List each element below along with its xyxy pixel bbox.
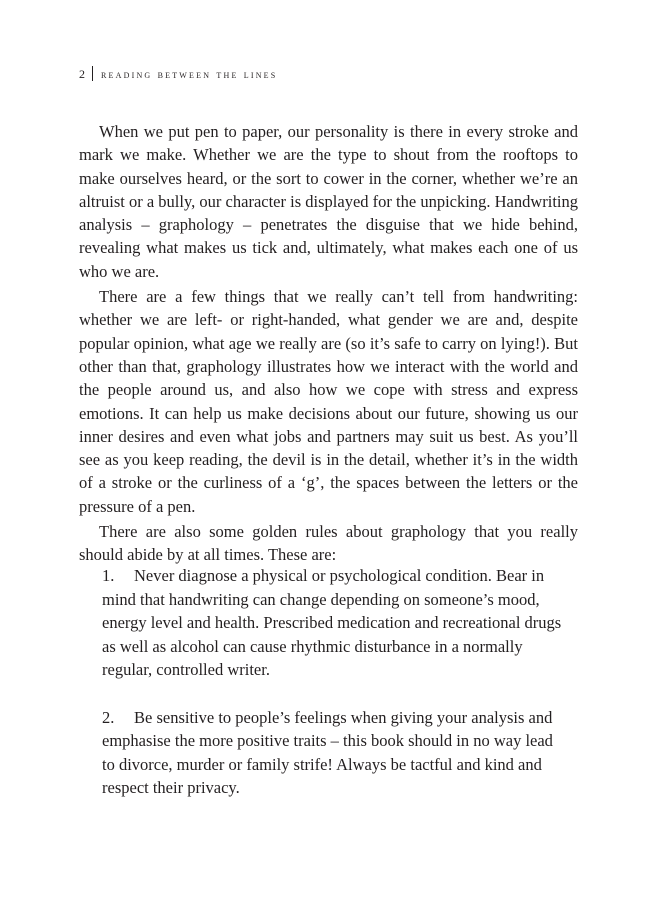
paragraph-golden-rules: There are also some golden rules about graphology that you really should abide by at all times. These are: bbox=[79, 522, 578, 565]
running-head bbox=[79, 66, 277, 82]
rule-number: 1. bbox=[102, 566, 115, 585]
paragraph-limits: There are a few things that we really can’t tell from handwriting: whether we are left- or right-handed, what gender we are and, despite popular opinion, what age we really are (so it’s safe to carry on lying!). But other than that, graphology illustrates how we interact with the world and the people around us, and also how we cope with stress and express emotions. It can help us make decisions about our future, showing us our inner desires and even what jobs and partners may suit us best. As you’ll see as you keep reading, the devil is in the detail, whether it’s in the width of a stroke or the curliness of a ‘g’, the spaces between the letters or the pressure of a pen. bbox=[79, 287, 578, 516]
rule-text: Never diagnose a physical or psychological condition. Bear in mind that handwriting can change depending on someone’s mood, energy level and health. Prescribed medication and recreational drugs as well as alcohol can cause rhythmic disturbance in a normally regular, controlled writer. bbox=[102, 566, 562, 680]
running-title: reading between the lines bbox=[101, 67, 278, 81]
body-text bbox=[79, 120, 578, 567]
rule-item bbox=[102, 564, 562, 682]
paragraph-intro: When we put pen to paper, our personality is there in every stroke and mark we make. Whether we are the type to shout from the rooftops to make ourselves heard, or the sort to cower in the corner, whether we’re an altruist or a bully, our character is displayed for the unpicking. Handwriting analysis – graphology – penetrates the disguise that we hide behind, revealing what makes us tick and, ultimately, what makes each one of us who we are. bbox=[79, 122, 578, 281]
header-divider bbox=[92, 66, 93, 81]
rule-item bbox=[102, 706, 562, 800]
rule-text: Be sensitive to people’s feelings when giving your analysis and emphasise the more positive traits – this book should in no way lead to divorce, murder or family strife! Always be tactful and kind and respect their privacy. bbox=[102, 707, 553, 798]
golden-rules-list bbox=[102, 564, 562, 824]
rule-number: 2. bbox=[102, 707, 115, 727]
page-number: 2 bbox=[79, 67, 85, 81]
